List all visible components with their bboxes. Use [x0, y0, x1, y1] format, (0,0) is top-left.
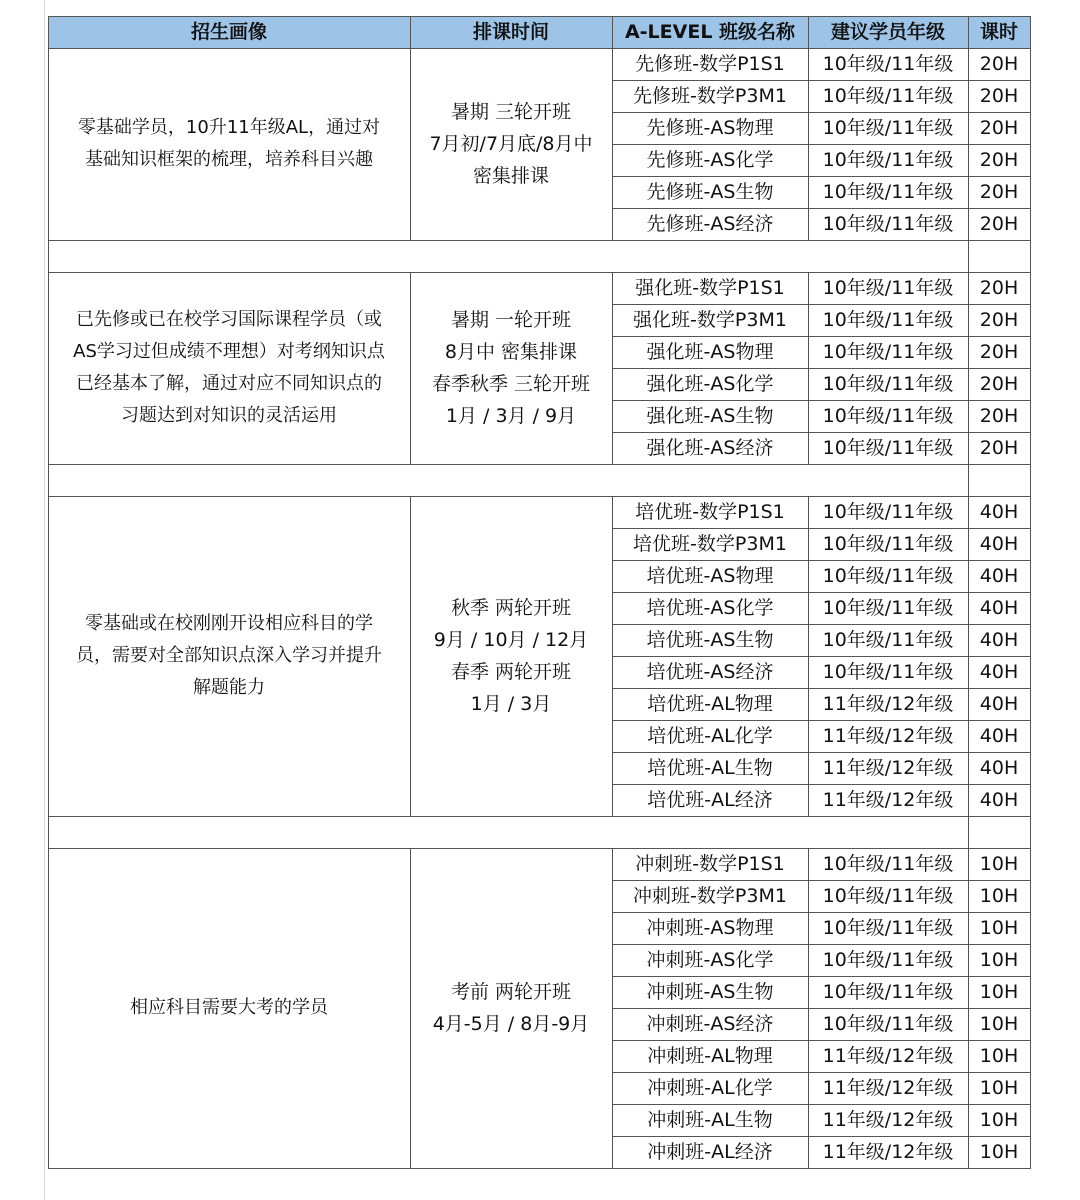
- class-name-cell: 冲刺班-数学P3M1: [633, 884, 787, 907]
- grid-line-v: [1030, 848, 1031, 1169]
- grade-cell: 10年级/11年级: [822, 276, 954, 299]
- hours-cell: 20H: [979, 436, 1019, 459]
- header-hours: 课时: [979, 20, 1018, 43]
- hours-cell: 10H: [979, 884, 1019, 907]
- grade-cell: 10年级/11年级: [822, 436, 954, 459]
- grid-line-v: [410, 16, 411, 49]
- class-name-cell: 先修班-数学P1S1: [635, 52, 785, 75]
- portrait-line: 相应科目需要大考的学员: [130, 997, 328, 1018]
- hours-cell: 20H: [979, 340, 1019, 363]
- class-name-cell: 先修班-AS物理: [646, 116, 774, 139]
- grade-cell: 10年级/11年级: [822, 308, 954, 331]
- grid-line-v: [48, 848, 49, 1169]
- hours-cell: 40H: [979, 628, 1019, 651]
- grade-cell: 10年级/11年级: [822, 180, 954, 203]
- hours-cell: 40H: [979, 756, 1019, 779]
- portrait-line: 员，需要对全部知识点深入学习并提升: [76, 645, 382, 666]
- grade-cell: 10年级/11年级: [822, 916, 954, 939]
- grade-cell: 11年级/12年级: [822, 1140, 954, 1163]
- grade-cell: 10年级/11年级: [822, 884, 954, 907]
- class-name-cell: 冲刺班-AL化学: [647, 1076, 773, 1099]
- grade-cell: 10年级/11年级: [822, 532, 954, 555]
- class-name-cell: 冲刺班-数学P1S1: [635, 852, 785, 875]
- grade-cell: 10年级/11年级: [822, 116, 954, 139]
- portrait-line: 已先修或已在校学习国际课程学员（或: [76, 309, 382, 330]
- grid-line-v: [410, 48, 411, 241]
- grid-line-h: [48, 496, 1030, 497]
- grade-cell: 10年级/11年级: [822, 148, 954, 171]
- grid-line-v: [968, 272, 969, 465]
- class-name-cell: 强化班-AS化学: [646, 372, 774, 395]
- schedule-line: 春季秋季 三轮开班: [431, 373, 591, 395]
- schedule-line: 9月 / 10月 / 12月: [433, 629, 589, 651]
- grade-cell: 10年级/11年级: [822, 372, 954, 395]
- grade-cell: 10年级/11年级: [822, 500, 954, 523]
- class-name-cell: 冲刺班-AS生物: [646, 980, 774, 1003]
- hours-cell: 20H: [979, 308, 1019, 331]
- grade-cell: 11年级/12年级: [822, 788, 954, 811]
- grid-line-v: [808, 16, 809, 49]
- class-name-cell: 强化班-AS经济: [646, 436, 774, 459]
- class-name-cell: 强化班-数学P1S1: [635, 276, 785, 299]
- grid-line-h: [48, 1168, 1030, 1169]
- class-name-cell: 培优班-AS生物: [646, 628, 774, 651]
- grid-line-v: [48, 48, 49, 241]
- hours-cell: 40H: [979, 692, 1019, 715]
- grid-line-h: [48, 48, 1030, 49]
- grade-cell: 10年级/11年级: [822, 980, 954, 1003]
- grade-cell: 11年级/12年级: [822, 692, 954, 715]
- schedule-line: 春季 两轮开班: [450, 661, 572, 683]
- class-name-cell: 培优班-AS化学: [646, 596, 774, 619]
- hours-cell: 10H: [979, 1076, 1019, 1099]
- hours-cell: 10H: [979, 852, 1019, 875]
- grade-cell: 10年级/11年级: [822, 212, 954, 235]
- hours-cell: 20H: [979, 84, 1019, 107]
- grid-line-v: [410, 272, 411, 465]
- hours-cell: 20H: [979, 116, 1019, 139]
- grid-line-h: [48, 848, 1030, 849]
- grid-line-v: [410, 496, 411, 817]
- class-name-cell: 冲刺班-AL经济: [647, 1140, 773, 1163]
- hours-cell: 10H: [979, 948, 1019, 971]
- group-schedule: [410, 48, 612, 240]
- hours-cell: 10H: [979, 916, 1019, 939]
- hours-cell: 20H: [979, 276, 1019, 299]
- schedule-line: 1月 / 3月: [470, 693, 552, 715]
- grid-line-v: [1030, 240, 1031, 273]
- hours-cell: 10H: [979, 1012, 1019, 1035]
- portrait-line: 已经基本了解，通过对应不同知识点的: [76, 373, 382, 394]
- grade-cell: 11年级/12年级: [822, 1108, 954, 1131]
- class-name-cell: 冲刺班-AL物理: [647, 1044, 773, 1067]
- hours-cell: 40H: [979, 788, 1019, 811]
- schedule-line: 7月初/7月底/8月中: [429, 133, 593, 155]
- schedule-line: 秋季 两轮开班: [450, 597, 572, 619]
- group-portrait: [48, 48, 410, 240]
- grid-line-v: [612, 848, 613, 1169]
- schedule-line: 4月-5月 / 8月-9月: [432, 1013, 590, 1035]
- class-name-cell: 培优班-AS经济: [646, 660, 774, 683]
- class-name-cell: 培优班-AS物理: [646, 564, 774, 587]
- grid-line-v: [612, 272, 613, 465]
- grid-line-v: [1030, 272, 1031, 465]
- grade-cell: 10年级/11年级: [822, 628, 954, 651]
- grid-line-v: [1030, 816, 1031, 849]
- grid-line-v: [48, 272, 49, 465]
- class-name-cell: 先修班-AS化学: [646, 148, 774, 171]
- hours-cell: 40H: [979, 596, 1019, 619]
- grade-cell: 10年级/11年级: [822, 564, 954, 587]
- class-name-cell: 培优班-AL化学: [647, 724, 773, 747]
- grid-line-v: [1030, 496, 1031, 817]
- portrait-line: 基础知识框架的梳理，培养科目兴趣: [85, 149, 373, 170]
- hours-cell: 20H: [979, 372, 1019, 395]
- class-name-cell: 培优班-AL经济: [647, 788, 773, 811]
- grid-line-v: [1030, 16, 1031, 49]
- header-portrait: 招生画像: [190, 20, 267, 43]
- hours-cell: 20H: [979, 212, 1019, 235]
- class-name-cell: 冲刺班-AS化学: [646, 948, 774, 971]
- grade-cell: 10年级/11年级: [822, 660, 954, 683]
- group-schedule: [410, 496, 612, 816]
- grid-line-v: [968, 464, 969, 497]
- grid-line-v: [44, 0, 45, 1200]
- grid-line-v: [48, 16, 49, 49]
- hours-cell: 20H: [979, 180, 1019, 203]
- hours-cell: 20H: [979, 404, 1019, 427]
- class-name-cell: 冲刺班-AS物理: [646, 916, 774, 939]
- grid-line-v: [612, 48, 613, 241]
- grade-cell: 10年级/11年级: [822, 596, 954, 619]
- hours-cell: 10H: [979, 1044, 1019, 1067]
- grade-cell: 11年级/12年级: [822, 724, 954, 747]
- grade-cell: 10年级/11年级: [822, 52, 954, 75]
- schedule-line: 考前 两轮开班: [450, 981, 572, 1003]
- hours-cell: 40H: [979, 724, 1019, 747]
- header-grade: 建议学员年级: [830, 20, 945, 43]
- portrait-line: 习题达到对知识的灵活运用: [121, 405, 337, 426]
- schedule-line: 8月中 密集排课: [444, 341, 578, 363]
- hours-cell: 40H: [979, 532, 1019, 555]
- group-portrait: [48, 848, 410, 1168]
- grade-cell: 10年级/11年级: [822, 1012, 954, 1035]
- group-schedule: [410, 272, 612, 464]
- hours-cell: 10H: [979, 1140, 1019, 1163]
- grid-line-v: [968, 496, 969, 817]
- grade-cell: 11年级/12年级: [822, 756, 954, 779]
- grid-line-v: [612, 16, 613, 49]
- schedule-line: 1月 / 3月 / 9月: [445, 405, 577, 427]
- schedule-line: 暑期 一轮开班: [450, 309, 572, 331]
- grade-cell: 10年级/11年级: [822, 404, 954, 427]
- grid-line-v: [1030, 464, 1031, 497]
- class-name-cell: 强化班-数学P3M1: [633, 308, 787, 331]
- grid-line-v: [968, 16, 969, 49]
- class-name-cell: 培优班-AL物理: [647, 692, 773, 715]
- header-class-name: A-LEVEL 班级名称: [624, 20, 796, 43]
- hours-cell: 40H: [979, 564, 1019, 587]
- grid-line-v: [410, 848, 411, 1169]
- grid-line-v: [48, 464, 49, 497]
- portrait-line: AS学习过但成绩不理想）对考纲知识点: [73, 341, 385, 362]
- grid-line-v: [808, 848, 809, 1169]
- grade-cell: 11年级/12年级: [822, 1076, 954, 1099]
- portrait-line: 零基础或在校刚刚开设相应科目的学: [85, 613, 373, 634]
- grade-cell: 10年级/11年级: [822, 84, 954, 107]
- class-name-cell: 培优班-数学P1S1: [635, 500, 785, 523]
- portrait-line: 解题能力: [193, 677, 265, 698]
- hours-cell: 10H: [979, 980, 1019, 1003]
- hours-cell: 40H: [979, 500, 1019, 523]
- grid-line-v: [968, 240, 969, 273]
- grade-cell: 10年级/11年级: [822, 852, 954, 875]
- class-name-cell: 冲刺班-AS经济: [646, 1012, 774, 1035]
- grid-line-v: [48, 240, 49, 273]
- hours-cell: 40H: [979, 660, 1019, 683]
- grid-line-v: [612, 496, 613, 817]
- grid-line-h: [48, 464, 1030, 465]
- class-name-cell: 培优班-数学P3M1: [633, 532, 787, 555]
- class-name-cell: 先修班-AS生物: [646, 180, 774, 203]
- grid-line-h: [48, 272, 1030, 273]
- header-schedule: 排课时间: [472, 20, 549, 43]
- grade-cell: 10年级/11年级: [822, 340, 954, 363]
- class-name-cell: 先修班-数学P3M1: [633, 84, 787, 107]
- schedule-line: 暑期 三轮开班: [450, 101, 572, 123]
- grid-line-v: [808, 272, 809, 465]
- grid-line-v: [48, 496, 49, 817]
- grid-line-v: [808, 48, 809, 241]
- grid-line-v: [968, 848, 969, 1169]
- grid-line-v: [48, 816, 49, 849]
- class-name-cell: 强化班-AS物理: [646, 340, 774, 363]
- grid-line-v: [808, 496, 809, 817]
- class-name-cell: 培优班-AL生物: [647, 756, 773, 779]
- grid-line-v: [968, 48, 969, 241]
- hours-cell: 20H: [979, 52, 1019, 75]
- grid-line-v: [1030, 48, 1031, 241]
- portrait-line: 零基础学员，10升11年级AL，通过对: [77, 117, 381, 138]
- hours-cell: 10H: [979, 1108, 1019, 1131]
- grid-line-h: [48, 16, 1030, 17]
- grid-line-v: [968, 816, 969, 849]
- class-name-cell: 先修班-AS经济: [646, 212, 774, 235]
- grade-cell: 11年级/12年级: [822, 1044, 954, 1067]
- grade-cell: 10年级/11年级: [822, 948, 954, 971]
- class-name-cell: 强化班-AS生物: [646, 404, 774, 427]
- group-portrait: [48, 496, 410, 816]
- grid-line-h: [48, 816, 1030, 817]
- hours-cell: 20H: [979, 148, 1019, 171]
- class-name-cell: 冲刺班-AL生物: [647, 1108, 773, 1131]
- schedule-line: 密集排课: [472, 165, 549, 187]
- group-portrait: [48, 272, 410, 464]
- group-schedule: [410, 848, 612, 1168]
- grid-line-h: [48, 240, 1030, 241]
